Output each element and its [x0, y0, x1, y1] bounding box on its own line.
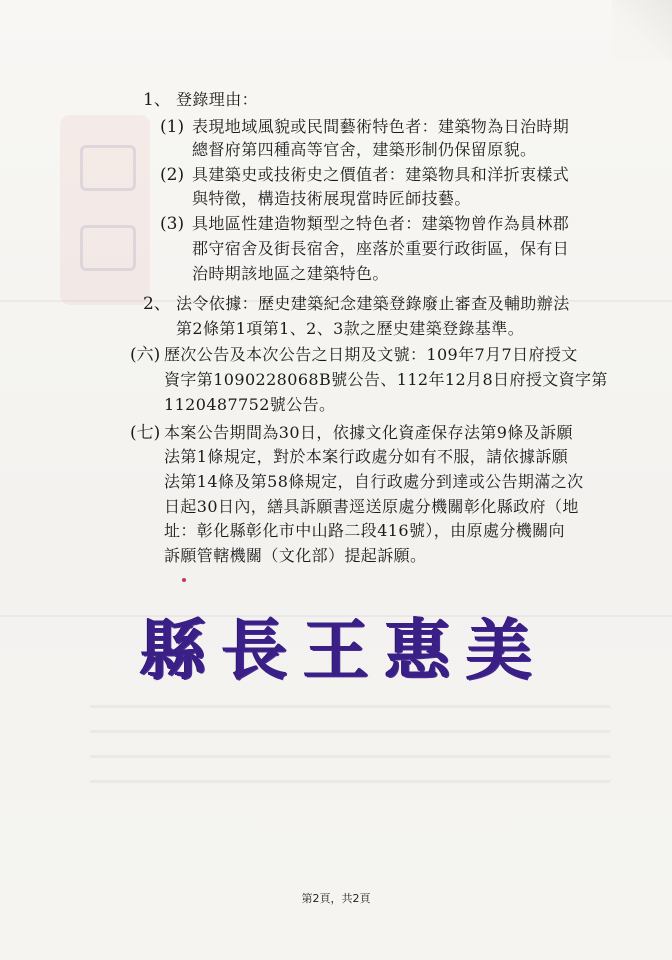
bleed-through-line	[90, 755, 610, 758]
magistrate-signature-seal	[140, 600, 530, 700]
seal-char: 長	[221, 611, 286, 689]
item-1-marker: (1)	[160, 117, 185, 137]
section-7-line-6: 訴願管轄機關（文化部）提起訴願。	[164, 546, 427, 565]
item-1-line-1: 表現地域風貌或民間藝術特色者：建築物為日治時期	[192, 117, 570, 136]
bleed-through-line	[90, 730, 610, 733]
item-2-line-2: 與特徵，構造技術展現當時匠師技藝。	[192, 189, 471, 208]
seal-char: 王	[303, 611, 367, 689]
bleed-through-line	[90, 705, 610, 708]
section-6-line-3: 1120487752號公告。	[164, 395, 336, 414]
section-7-line-3: 法第14條及第58條規定，自行政處分到達或公告期滿之次	[164, 472, 584, 491]
section-7-marker: (七)	[130, 423, 161, 443]
item-1-line-2: 總督府第四種高等官舍，建築形制仍保留原貌。	[192, 140, 537, 159]
section-2-line-1: 法令依據：歷史建築紀念建築登錄廢止審查及輔助辦法	[176, 294, 570, 313]
ink-dot	[182, 578, 186, 582]
seal-char: 惠	[384, 611, 449, 689]
seal-char: 縣	[140, 611, 204, 689]
item-3-line-1: 具地區性建造物類型之特色者：建築物曾作為員林郡	[192, 214, 570, 233]
item-2-line-1: 具建築史或技術史之價值者：建築物具和洋折衷樣式	[192, 165, 570, 184]
section-7-line-2: 法第1條規定，對於本案行政處分如有不服，請依據訴願	[164, 447, 569, 466]
item-3-line-3: 治時期該地區之建築特色。	[192, 264, 389, 283]
section-1-marker: 1、	[143, 90, 171, 110]
item-3-marker: (3)	[160, 214, 185, 234]
item-2-marker: (2)	[160, 165, 185, 185]
section-7-line-5: 址：彰化縣彰化市中山路二段416號），由原處分機關向	[164, 521, 565, 540]
section-2-marker: 2、	[143, 294, 171, 314]
page-number: 第2頁，共2頁	[301, 892, 371, 905]
section-6-line-1: 歷次公告及本次公告之日期及文號：109年7月7日府授文	[164, 345, 578, 364]
page-corner	[612, 0, 672, 60]
section-6-line-2: 資字第1090228068B號公告、112年12月8日府授文資字第	[164, 370, 608, 389]
section-2-line-2: 第2條第1項第1、2、3款之歷史建築登錄基準。	[176, 319, 525, 338]
section-7-line-4: 日起30日內，繕具訴願書逕送原處分機關彰化縣政府（地	[164, 497, 579, 516]
item-3-line-2: 郡守宿舍及街長宿舍，座落於重要行政街區，保有日	[192, 239, 570, 258]
seal-char: 美	[466, 611, 530, 689]
section-7-line-1: 本案公告期間為30日，依據文化資產保存法第9條及訴願	[164, 423, 573, 442]
faded-stamp-mark	[60, 115, 150, 305]
bleed-through-line	[90, 780, 610, 783]
section-6-marker: (六)	[130, 345, 161, 365]
section-1-heading: 登錄理由：	[176, 90, 259, 109]
